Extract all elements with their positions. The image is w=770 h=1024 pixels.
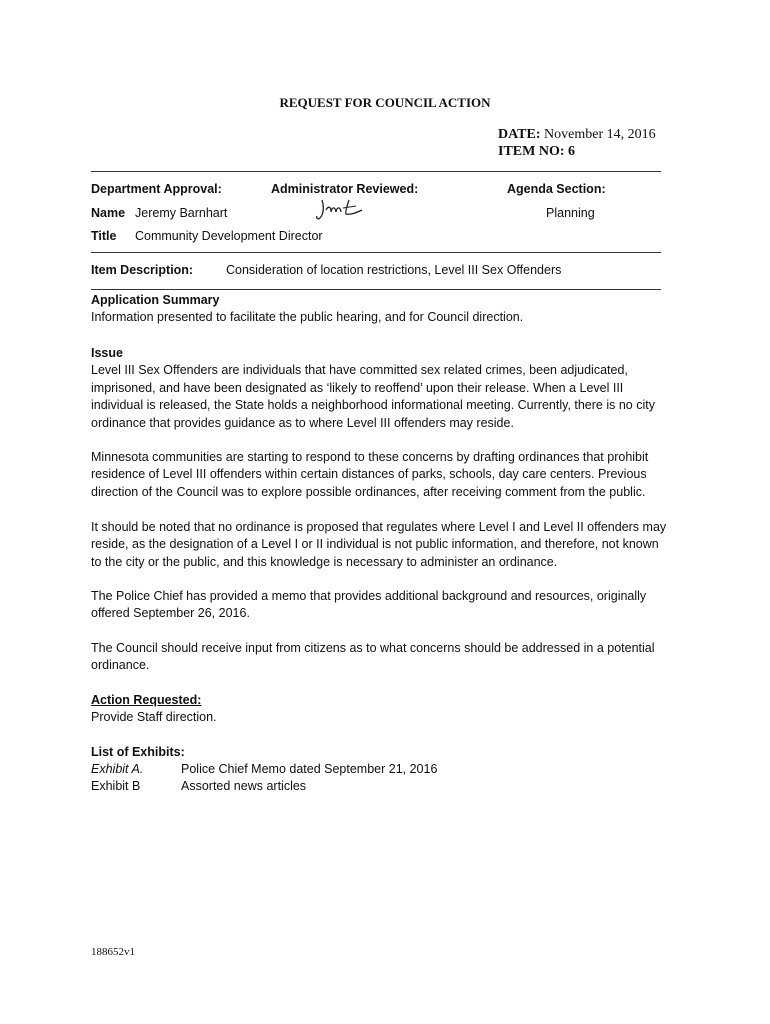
issue-line: Minnesota communities are starting to respond to these concerns by drafting ordinances that prohibit [91,450,649,464]
page-title: REQUEST FOR COUNCIL ACTION [279,95,491,110]
exhibit-key: Exhibit B [91,779,141,793]
date-line [498,127,656,143]
item-number: ITEM NO: 6 [498,144,575,159]
administrator-signature [316,196,368,227]
issue-line: to the city or the public, and this knowledge is necessary to administer an ordinance. [91,554,558,569]
issue-line: reside, as the designation of a Level I or II individual is not public information, and therefore, not known [91,537,659,552]
action-requested-text: Provide Staff direction. [91,710,217,725]
issue-line: offered September 26, 2016. [91,606,250,621]
item-description-value: Consideration of location restrictions, Level III Sex Offenders [226,263,562,277]
date-value: November 14, 2016 [544,127,656,142]
issue-line: direction of the Council was to explore possible ordinances, after receiving comment from the public. [91,484,646,499]
issue-paragraph-5 [91,640,691,675]
signature-mark [316,196,368,222]
department-approval-label: Department Approval: [91,182,222,196]
exhibit-value: Assorted news articles [181,779,307,793]
issue-line: imprisoned, and have been designated as ‘likely to reoffend’ upon their release. When a Level III [91,380,624,395]
agenda-section-label: Agenda Section: [507,182,606,196]
application-summary-heading: Application Summary [91,293,220,307]
issue-line: ordinance that provides guidance as to where Level III offenders may reside. [91,415,514,430]
issue-line: It should be noted that no ordinance is proposed that regulates where Level I and Level II offenders may [91,520,667,534]
application-summary-text: Information presented to facilitate the public hearing, and for Council direction. [91,310,524,325]
issue-line: residence of Level III offenders within certain distances of parks, schools, day care centers. Previous [91,467,647,482]
administrator-reviewed-label: Administrator Reviewed: [271,182,419,196]
exhibits-heading: List of Exhibits: [91,745,185,759]
agenda-section-value: Planning [546,206,595,220]
name-value: Jeremy Barnhart [135,206,228,220]
document-id: 188652v1 [91,946,135,958]
divider-top [91,171,661,172]
date-label: DATE: [498,127,541,142]
issue-line: individual is released, the State holds a neighborhood informational meeting. Currently, there is no city [91,398,655,413]
divider-middle [91,252,661,253]
item-description-label: Item Description: [91,263,194,277]
exhibit-value: Police Chief Memo dated September 21, 2016 [181,762,438,776]
title-value: Community Development Director [135,229,323,243]
exhibit-row [91,779,306,793]
issue-line: The Police Chief has provided a memo that provides additional background and resources, originally [91,589,647,603]
application-summary-section [91,292,691,327]
issue-paragraph-3 [91,519,691,571]
divider-bottom [91,289,661,290]
issue-line: Level III Sex Offenders are individuals that have committed sex related crimes, been adjudicated, [91,363,628,378]
title-label: Title [91,229,117,243]
issue-line: The Council should receive input from citizens as to what concerns should be addressed in a potential [91,641,655,655]
name-label: Name [91,206,126,220]
action-requested-heading: Action Requested: [91,693,202,707]
exhibit-key: Exhibit A. [91,762,144,776]
issue-line: ordinance. [91,658,150,673]
exhibit-row [91,762,437,776]
issue-section [91,345,691,432]
exhibits-heading-block [91,744,691,761]
issue-paragraph-4 [91,588,691,623]
action-requested-section [91,692,691,727]
issue-heading: Issue [91,346,123,360]
issue-paragraph-2 [91,449,691,501]
